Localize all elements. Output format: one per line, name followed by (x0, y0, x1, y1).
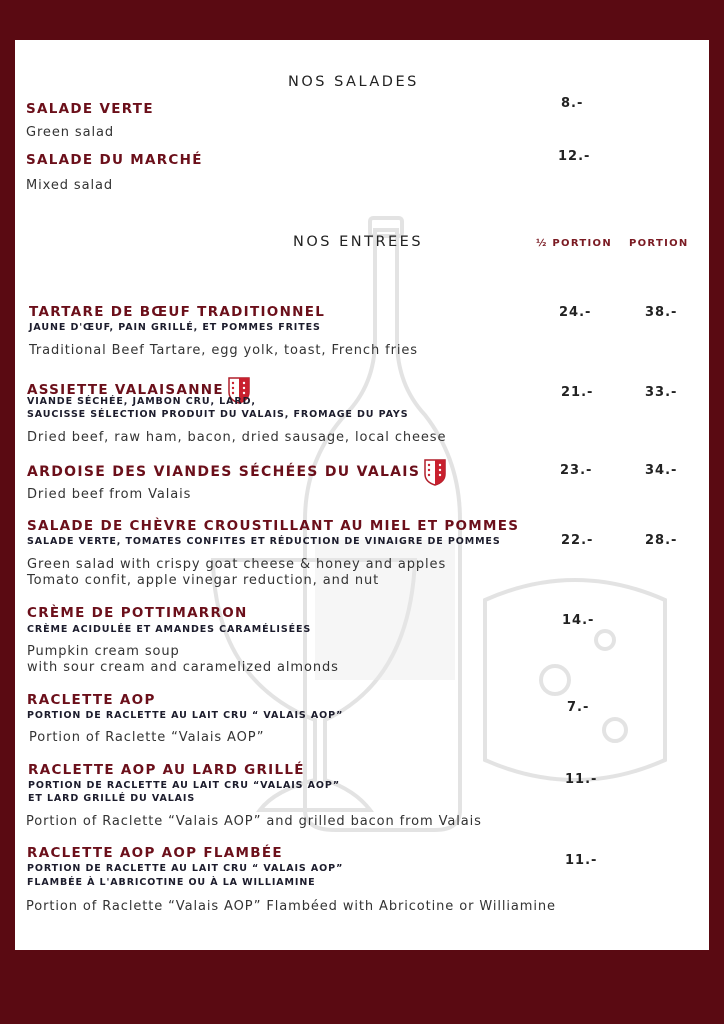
item-title-raclette-aop: RACLETTE AOP (27, 692, 156, 708)
price-half-ardoise: 23.- (560, 463, 593, 478)
item-title-raclette-flambee: RACLETTE AOP AOP FLAMBÉE (27, 845, 283, 861)
price-full-ardoise: 34.- (645, 463, 678, 478)
price-salade-marche: 12.- (558, 149, 591, 164)
item-sub-assiette-valaisanne-2: SAUCISSE SÉLECTION PRODUIT DU VALAIS, FROMAGE DU PAYS (27, 409, 409, 420)
item-title-salade-chevre: SALADE DE CHÈVRE CROUSTILLANT AU MIEL ET POMMES (27, 518, 520, 534)
price-half-raclette-aop: 7.- (567, 700, 590, 715)
item-sub-salade-chevre: SALADE VERTE, TOMATES CONFITES ET RÉDUCTION DE VINAIGRE DE POMMES (27, 536, 501, 547)
section-title-salades: NOS SALADES (288, 74, 419, 90)
price-full-tartare: 38.- (645, 305, 678, 320)
item-desc-salade-verte: Green salad (26, 125, 114, 140)
price-half-salade-chevre: 22.- (561, 533, 594, 548)
item-desc-salade-marche: Mixed salad (26, 178, 113, 193)
item-desc-ardoise: Dried beef from Valais (27, 487, 192, 502)
item-title-text: ARDOISE DES VIANDES SÉCHÉES DU VALAIS (27, 464, 421, 480)
price-half-tartare: 24.- (559, 305, 592, 320)
item-sub-raclette-flambee-1: PORTION DE RACLETTE AU LAIT CRU “ VALAIS AOP” (27, 863, 344, 874)
column-header-portion: PORTION (629, 238, 689, 249)
item-desc-raclette-flambee: Portion of Raclette “Valais AOP” Flambéed with Abricotine or Williamine (26, 899, 556, 914)
item-desc-raclette-aop: Portion of Raclette “Valais AOP” (29, 730, 265, 745)
item-title-raclette-lard: RACLETTE AOP AU LARD GRILLÉ (28, 762, 305, 778)
item-desc-creme-pottimarron-1: Pumpkin cream soup (27, 644, 180, 659)
item-desc-creme-pottimarron-2: with sour cream and caramelized almonds (27, 660, 339, 675)
item-sub-assiette-valaisanne-1: VIANDE SÉCHÉE, JAMBON CRU, LARD, (27, 396, 256, 407)
item-sub-raclette-flambee-2: FLAMBÉE À L'ABRICOTINE OU À LA WILLIAMINE (27, 877, 316, 888)
item-title-text: ASSIETTE VALAISANNE (27, 382, 224, 398)
item-desc-assiette-valaisanne: Dried beef, raw ham, bacon, dried sausage, local cheese (27, 430, 447, 445)
price-half-assiette-valaisanne: 21.- (561, 385, 594, 400)
item-sub-creme-pottimarron: CRÈME ACIDULÉE ET AMANDES CARAMÉLISÉES (27, 624, 312, 635)
item-sub-raclette-lard-2: ET LARD GRILLÉ DU VALAIS (28, 793, 196, 804)
price-salade-verte: 8.- (561, 96, 584, 111)
section-title-entrees: NOS ENTREES (293, 234, 424, 250)
item-sub-tartare: JAUNE D'ŒUF, PAIN GRILLÉ, ET POMMES FRITES (29, 322, 321, 333)
item-desc-raclette-lard: Portion of Raclette “Valais AOP” and grilled bacon from Valais (26, 814, 482, 829)
item-desc-salade-chevre-2: Tomato confit, apple vinegar reduction, and nut (27, 573, 380, 588)
price-full-assiette-valaisanne: 33.- (645, 385, 678, 400)
column-header-half-portion: ½ PORTION (536, 238, 613, 249)
item-desc-tartare: Traditional Beef Tartare, egg yolk, toast, French fries (29, 343, 418, 358)
price-full-salade-chevre: 28.- (645, 533, 678, 548)
price-half-raclette-lard: 11.- (565, 772, 598, 787)
item-title-salade-verte: SALADE VERTE (26, 101, 154, 117)
item-sub-raclette-lard-1: PORTION DE RACLETTE AU LAIT CRU “VALAIS AOP” (28, 780, 341, 791)
price-half-raclette-flambee: 11.- (565, 853, 598, 868)
menu-page (15, 40, 709, 950)
item-title-ardoise (27, 458, 447, 486)
item-desc-salade-chevre-1: Green salad with crispy goat cheese & honey and apples (27, 557, 447, 572)
item-title-tartare: TARTARE DE BŒUF TRADITIONNEL (29, 304, 326, 320)
item-title-salade-marche: SALADE DU MARCHÉ (26, 152, 203, 168)
valais-flag-icon (423, 458, 447, 486)
item-sub-raclette-aop: PORTION DE RACLETTE AU LAIT CRU “ VALAIS AOP” (27, 710, 344, 721)
price-half-creme-pottimarron: 14.- (562, 613, 595, 628)
item-title-creme-pottimarron: CRÈME DE POTTIMARRON (27, 605, 248, 621)
